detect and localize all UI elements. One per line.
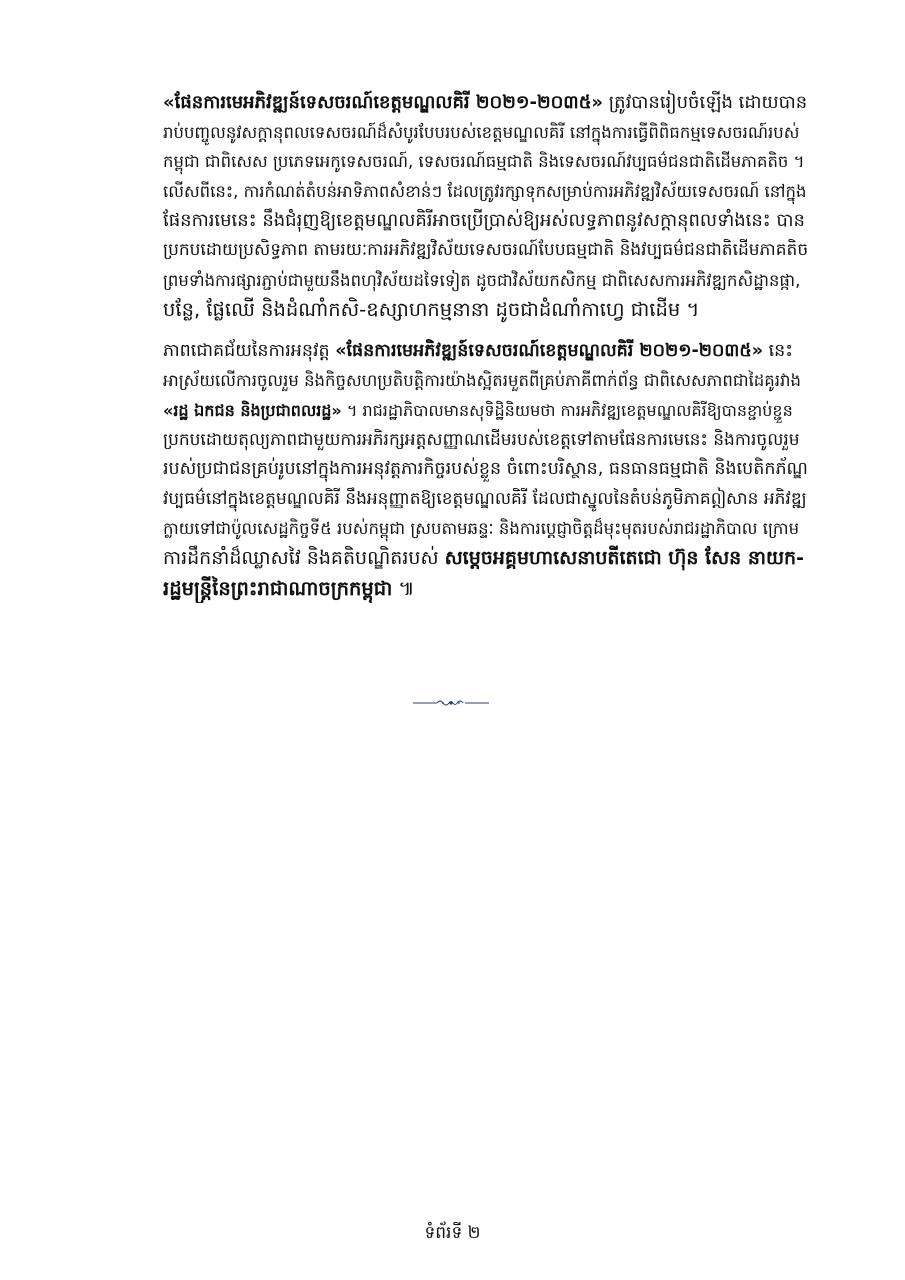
text-run: រាប់បញ្ចូលនូវសក្តានុពលទេសចរណ៍ដ៏សំបូរបែបរបស់ខេត្តមណ្ឌលគិរី នៅក្នុងការធ្វើពិពិធកម្មទេសចរណ៍របស់ bbox=[163, 122, 800, 142]
text-run: ផែនការមេនេះ នឹងជំរុញឱ្យខេត្តមណ្ឌលគិរីអាចប្រើប្រាស់ឱ្យអស់លទ្ធភាពនូវសក្តានុពលទាំងនេះ បាន bbox=[163, 210, 805, 232]
text-run: កម្ពុជា ជាពិសេស ប្រភេទអេកូទេសចរណ៍, ទេសចរណ៍ធម្មជាតិ និងទេសចរណ៍វប្បធម៌ជនជាតិដើមភាគតិច ។ bbox=[163, 152, 805, 172]
paragraph2-line bbox=[163, 366, 809, 396]
paragraph2-line bbox=[163, 574, 809, 604]
text-run: ក្លាយទៅជាប៉ូលសេដ្ឋកិច្ចទី៥ របស់កម្ពុជា ស្របតាមឆន្ទៈ និងការប្តេជ្ញាចិត្តដ៏មុះមុតរបស់រាជរដ្ឋាភិបាល ក្រោម bbox=[163, 519, 800, 539]
bold-text: សម្តេចអគ្គមហាសេនាបតីតេជោ ហ៊ុន សែន នាយក- bbox=[444, 546, 804, 569]
text-run: លើសពីនេះ, ការកំណត់តំបន់អាទិភាពសំខាន់ៗ ដែលត្រូវរក្សាទុកសម្រាប់ការអភិវឌ្ឍវិស័យទេសចរណ៍ នៅក្នុង bbox=[163, 181, 807, 201]
paragraph2-line bbox=[163, 544, 809, 574]
paragraph1-line bbox=[163, 206, 809, 236]
text-run: អាស្រ័យលើការចូលរួម និងកិច្ចសហប្រតិបត្តិការយ៉ាងស្អិតរមួតពីគ្រប់ភាគីពាក់ព័ន្ធ ជាពិសេសភាពជាដៃគូរវាង bbox=[163, 371, 801, 391]
text-run: ។ រាជរដ្ឋាភិបាលមានសុទិដ្ឋិនិយមថា ការអភិវឌ្ឍខេត្តមណ្ឌលគិរីឱ្យបានខ្ជាប់ខ្ជួន bbox=[341, 400, 793, 420]
paragraph2-line bbox=[163, 426, 809, 456]
paragraph1-line bbox=[163, 295, 809, 325]
paragraph2-line bbox=[163, 514, 809, 544]
bold-text: «ផែនការមេអភិវឌ្ឍន៍ទេសចរណ៍ខេត្តមណ្ឌលគិរី ២០២១-២០៣៥» bbox=[335, 340, 764, 361]
text-run: វប្បធម៌នៅក្នុងខេត្តមណ្ឌលគិរី នឹងអនុញ្ញាតឱ្យខេត្តមណ្ឌលគិរី ដែលជាស្នូលនៃតំបន់ភូមិភាគឦសាន អភិវឌ្ឍ bbox=[163, 488, 807, 509]
text-run: ប្រកបដោយតុល្យភាពជាមួយការអភិរក្សអត្តសញ្ញាណដើមរបស់ខេត្តទៅតាមផែនការមេនេះ និងការចូលរួម bbox=[163, 429, 800, 450]
paragraph2-line bbox=[163, 337, 809, 367]
text-run: ការដឹកនាំដ៏ឈ្លាសវៃ និងគតិបណ្ឌិតរបស់ bbox=[163, 546, 445, 569]
text-run: ព្រមទាំងការផ្សារភ្ជាប់ជាមួយនឹងពហុវិស័យដទៃទៀត ដូចជាវិស័យកសិកម្ម ជាពិសេសការអភិវឌ្ឍកសិដ្ឋានផ្កា, bbox=[163, 270, 801, 290]
divider-ornament-icon bbox=[413, 698, 489, 708]
paragraph2-line bbox=[163, 485, 809, 515]
bold-text: «ផែនការមេអភិវឌ្ឍន៍ទេសចរណ៍ខេត្តមណ្ឌលគិរី ២០២១-២០៣៥» bbox=[163, 92, 604, 113]
text-run: ៕ bbox=[392, 576, 415, 600]
text-run: នេះ bbox=[763, 340, 793, 361]
bold-text: រដ្ឋមន្ត្រីនៃព្រះរាជាណាចក្រកម្ពុជា bbox=[163, 576, 393, 600]
paragraph1-line bbox=[163, 266, 809, 296]
paragraph2-line bbox=[163, 396, 809, 426]
page-number: ទំព័រទី ២ bbox=[424, 1223, 481, 1243]
paragraph1-line bbox=[163, 147, 809, 177]
text-run: បន្លែ, ផ្លែឈើ និងដំណាំកសិ-ឧស្សាហកម្មនានា ដូចជាដំណាំកាហ្វេ ជាដើម ។ bbox=[163, 298, 700, 322]
paragraph2-line bbox=[163, 455, 809, 485]
paragraph1-line bbox=[163, 177, 809, 207]
document-body bbox=[163, 88, 809, 615]
paragraph1-line bbox=[163, 236, 809, 266]
text-run: ភាពជោគជ័យនៃការអនុវត្ត bbox=[163, 340, 336, 361]
paragraph-1 bbox=[163, 88, 809, 325]
paragraph1-line bbox=[163, 88, 809, 118]
paragraph-2 bbox=[163, 337, 809, 603]
paragraph1-line bbox=[163, 118, 809, 148]
text-run: របស់ប្រជាជនគ្រប់រូបនៅក្នុងការអនុវត្តភារកិច្ចរបស់ខ្លួន ចំពោះបរិស្ថាន, ធនធានធម្មជាតិ និងបេតិកភ័ណ្ឌ bbox=[163, 459, 808, 480]
text-run: ប្រកបដោយប្រសិទ្ធភាព តាមរយៈការអភិវឌ្ឍវិស័យទេសចរណ៍បែបធម្មជាតិ និងវប្បធម៌ជនជាតិដើមភាគតិច bbox=[163, 239, 809, 260]
text-run: ត្រូវបានរៀបចំឡើង ដោយបាន bbox=[603, 92, 808, 113]
bold-text: «រដ្ឋ ឯកជន និងប្រជាពលរដ្ឋ» bbox=[163, 400, 342, 420]
